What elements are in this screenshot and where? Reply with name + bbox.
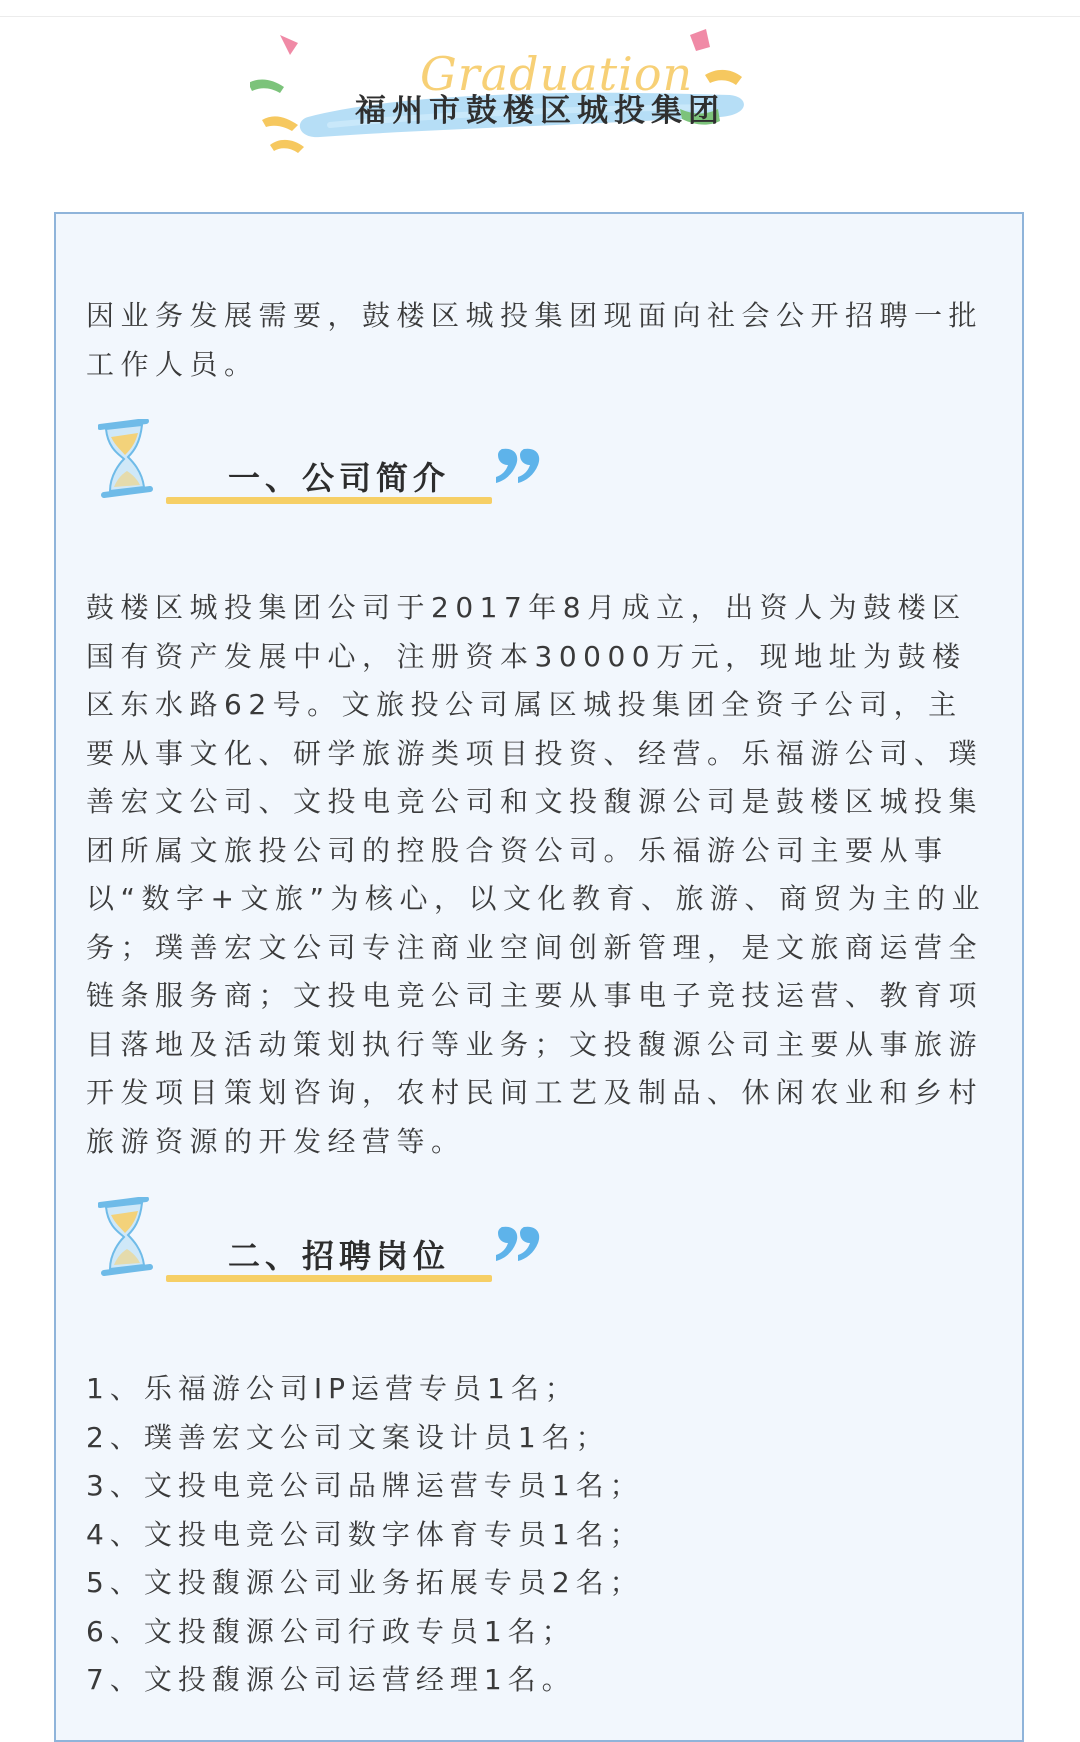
list-item: 1、乐福游公司IP运营专员1名； (86, 1372, 579, 1405)
page-header (250, 25, 830, 175)
quote-mark-icon (496, 1227, 539, 1261)
quote-mark-icon (496, 449, 539, 483)
section-heading-company-intro (98, 419, 578, 514)
intro-paragraph: 因业务发展需要，鼓楼区城投集团现面向社会公开招聘一批工作人员。 (86, 299, 984, 381)
list-item: 2、璞善宏文公司文案设计员1名； (86, 1420, 610, 1454)
list-item: 3、文投电竞公司品牌运营专员1名； (86, 1469, 644, 1502)
list-item: 5、文投馥源公司业务拓展专员2名； (86, 1566, 644, 1599)
organization-title: 福州市鼓楼区城投集团 (355, 93, 725, 129)
content-card (54, 212, 1024, 1742)
section-title: 一、公司简介 (228, 459, 451, 497)
top-divider (0, 16, 1080, 17)
company-intro-paragraph: 鼓楼区城投集团公司于2017年8月成立，出资人为鼓楼区国有资产发展中心，注册资本30000万元，现地址为鼓楼区东水路62号。文旅投公司属区城投集团全资子公司，主要从事文化、研学旅游类项目投资、经营。乐福游公司、璞善宏文公司、文投电竞公司和文投馥源公司是鼓楼区城投集团所属文旅投公司的控股合资公司。乐福游公司主要从事以“数字+文旅”为核心，以文化教育、旅游、商贸为主的业务；璞善宏文公司专注商业空间创新管理，是文旅商运营全链条服务商；文投电竞公司主要从事电子竞技运营、教育项目落地及活动策划执行等业务；文投馥源公司主要从事旅游开发项目策划咨询，农村民间工艺及制品、休闲农业和乡村旅游资源的开发经营等。 (86, 591, 986, 1158)
positions-list (86, 1365, 986, 1705)
hourglass-icon (100, 1199, 150, 1273)
list-item: 6、文投馥源公司行政专员1名； (86, 1614, 576, 1648)
list-item: 7、文投馥源公司运营经理1名。 (86, 1663, 576, 1696)
list-item: 4、文投电竞公司数字体育专员1名； (86, 1517, 644, 1551)
script-graduation-text: Graduation (420, 47, 694, 101)
hourglass-icon (100, 421, 150, 495)
section-title: 二、招聘岗位 (228, 1237, 451, 1275)
section-heading-positions (98, 1197, 578, 1292)
